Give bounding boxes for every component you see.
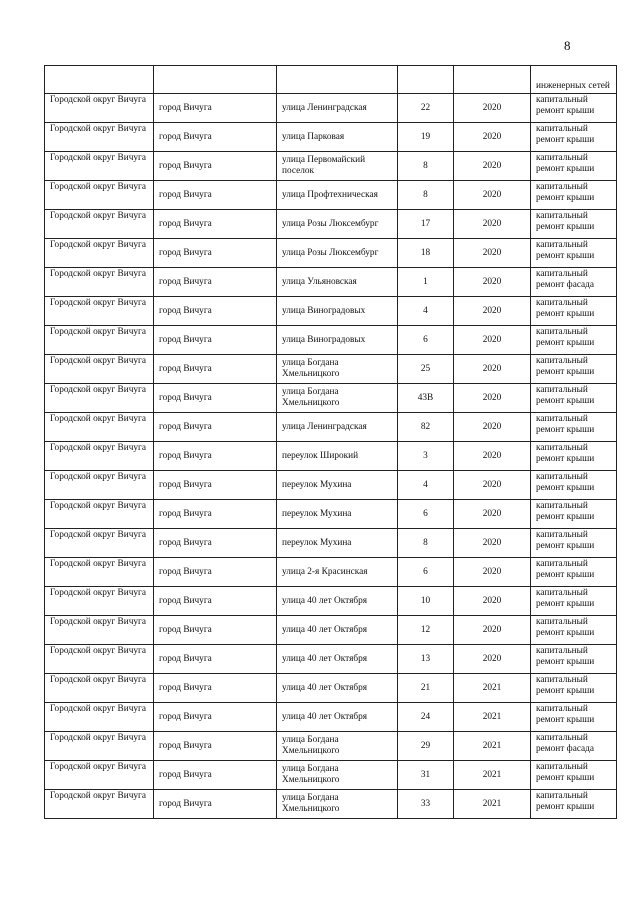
cell-municipality: Городской округ Вичуга xyxy=(45,761,154,790)
table-body xyxy=(45,66,617,819)
cell-work-type: капитальный ремонт крыши xyxy=(531,703,617,732)
cell-work-type: капитальный ремонт крыши xyxy=(531,761,617,790)
cell-municipality: Городской округ Вичуга xyxy=(45,210,154,239)
table-row xyxy=(45,703,617,732)
cell-year: 2020 xyxy=(454,326,531,355)
cell-municipality: Городской округ Вичуга xyxy=(45,587,154,616)
cell-settlement: город Вичуга xyxy=(154,181,277,210)
cell-settlement: город Вичуга xyxy=(154,500,277,529)
table-row xyxy=(45,790,617,819)
cell-year: 2020 xyxy=(454,645,531,674)
table-row xyxy=(45,152,617,181)
cell-year: 2020 xyxy=(454,297,531,326)
cell-work-type: капитальный ремонт крыши xyxy=(531,94,617,123)
cell-work-type: инженерных сетей xyxy=(531,66,617,94)
cell-municipality: Городской округ Вичуга xyxy=(45,413,154,442)
table-row xyxy=(45,500,617,529)
cell-year: 2020 xyxy=(454,123,531,152)
cell-year xyxy=(454,66,531,94)
cell-house: 8 xyxy=(398,529,454,558)
cell-year: 2020 xyxy=(454,268,531,297)
table-row xyxy=(45,239,617,268)
table-row xyxy=(45,123,617,152)
cell-settlement: город Вичуга xyxy=(154,413,277,442)
cell-municipality: Городской округ Вичуга xyxy=(45,645,154,674)
cell-municipality: Городской округ Вичуга xyxy=(45,732,154,761)
cell-year: 2021 xyxy=(454,674,531,703)
cell-house: 33 xyxy=(398,790,454,819)
cell-municipality: Городской округ Вичуга xyxy=(45,94,154,123)
cell-settlement: город Вичуга xyxy=(154,210,277,239)
cell-settlement: город Вичуга xyxy=(154,326,277,355)
cell-street: улица Первомайский поселок xyxy=(277,152,398,181)
cell-year: 2020 xyxy=(454,384,531,413)
cell-year: 2020 xyxy=(454,355,531,384)
table-row xyxy=(45,297,617,326)
cell-house: 6 xyxy=(398,500,454,529)
cell-settlement: город Вичуга xyxy=(154,645,277,674)
cell-municipality xyxy=(45,66,154,94)
table-row xyxy=(45,732,617,761)
cell-house: 22 xyxy=(398,94,454,123)
cell-street: улица 2-я Красинская xyxy=(277,558,398,587)
cell-house: 4 xyxy=(398,297,454,326)
table-row xyxy=(45,442,617,471)
cell-street: улица Богдана Хмельницкого xyxy=(277,384,398,413)
cell-municipality: Городской округ Вичуга xyxy=(45,703,154,732)
cell-work-type: капитальный ремонт фасада xyxy=(531,268,617,297)
cell-work-type: капитальный ремонт крыши xyxy=(531,384,617,413)
cell-municipality: Городской округ Вичуга xyxy=(45,181,154,210)
table-row xyxy=(45,616,617,645)
table-row xyxy=(45,94,617,123)
cell-work-type: капитальный ремонт крыши xyxy=(531,181,617,210)
cell-house: 82 xyxy=(398,413,454,442)
table-row xyxy=(45,558,617,587)
cell-municipality: Городской округ Вичуга xyxy=(45,384,154,413)
cell-street: улица Виноградовых xyxy=(277,326,398,355)
cell-street xyxy=(277,66,398,94)
cell-work-type: капитальный ремонт крыши xyxy=(531,790,617,819)
cell-year: 2020 xyxy=(454,471,531,500)
cell-work-type: капитальный ремонт крыши xyxy=(531,413,617,442)
cell-settlement: город Вичуга xyxy=(154,790,277,819)
cell-settlement: город Вичуга xyxy=(154,703,277,732)
cell-year: 2021 xyxy=(454,703,531,732)
cell-settlement: город Вичуга xyxy=(154,384,277,413)
cell-house: 13 xyxy=(398,645,454,674)
cell-street: улица Парковая xyxy=(277,123,398,152)
table-row xyxy=(45,674,617,703)
cell-house: 8 xyxy=(398,152,454,181)
cell-street: улица 40 лет Октября xyxy=(277,587,398,616)
cell-settlement: город Вичуга xyxy=(154,297,277,326)
cell-street: улица 40 лет Октября xyxy=(277,703,398,732)
cell-street: улица Виноградовых xyxy=(277,297,398,326)
cell-year: 2020 xyxy=(454,442,531,471)
cell-settlement: город Вичуга xyxy=(154,587,277,616)
cell-work-type: капитальный ремонт крыши xyxy=(531,297,617,326)
cell-year: 2020 xyxy=(454,558,531,587)
page-number: 8 xyxy=(564,38,571,53)
cell-municipality: Городской округ Вичуга xyxy=(45,471,154,500)
cell-municipality: Городской округ Вичуга xyxy=(45,674,154,703)
cell-house: 25 xyxy=(398,355,454,384)
table-row xyxy=(45,326,617,355)
cell-work-type: капитальный ремонт крыши xyxy=(531,239,617,268)
cell-work-type: капитальный ремонт фасада xyxy=(531,732,617,761)
cell-year: 2020 xyxy=(454,587,531,616)
cell-street: улица Ульяновская xyxy=(277,268,398,297)
cell-house: 6 xyxy=(398,326,454,355)
cell-municipality: Городской округ Вичуга xyxy=(45,616,154,645)
cell-street: переулок Мухина xyxy=(277,500,398,529)
cell-year: 2021 xyxy=(454,732,531,761)
cell-house: 12 xyxy=(398,616,454,645)
cell-house: 3 xyxy=(398,442,454,471)
cell-year: 2020 xyxy=(454,413,531,442)
cell-street: улица 40 лет Октября xyxy=(277,674,398,703)
cell-house: 43В xyxy=(398,384,454,413)
cell-municipality: Городской округ Вичуга xyxy=(45,500,154,529)
cell-street: улица Розы Люксембург xyxy=(277,239,398,268)
cell-settlement: город Вичуга xyxy=(154,732,277,761)
table-row xyxy=(45,384,617,413)
cell-street: улица Ленинградская xyxy=(277,94,398,123)
table-row xyxy=(45,529,617,558)
cell-house: 1 xyxy=(398,268,454,297)
cell-year: 2020 xyxy=(454,529,531,558)
cell-street: улица Богдана Хмельницкого xyxy=(277,732,398,761)
cell-municipality: Городской округ Вичуга xyxy=(45,790,154,819)
cell-settlement: город Вичуга xyxy=(154,94,277,123)
cell-municipality: Городской округ Вичуга xyxy=(45,152,154,181)
cell-settlement: город Вичуга xyxy=(154,239,277,268)
cell-settlement: город Вичуга xyxy=(154,529,277,558)
table-row xyxy=(45,471,617,500)
cell-year: 2020 xyxy=(454,616,531,645)
table-row xyxy=(45,210,617,239)
cell-house: 10 xyxy=(398,587,454,616)
cell-work-type: капитальный ремонт крыши xyxy=(531,500,617,529)
cell-street: улица Богдана Хмельницкого xyxy=(277,790,398,819)
cell-street: улица Профтехническая xyxy=(277,181,398,210)
cell-street: улица 40 лет Октября xyxy=(277,645,398,674)
repair-schedule-table xyxy=(44,65,617,819)
cell-street: улица Богдана Хмельницкого xyxy=(277,355,398,384)
cell-municipality: Городской округ Вичуга xyxy=(45,529,154,558)
cell-settlement: город Вичуга xyxy=(154,123,277,152)
cell-settlement: город Вичуга xyxy=(154,761,277,790)
cell-house: 4 xyxy=(398,471,454,500)
cell-work-type: капитальный ремонт крыши xyxy=(531,529,617,558)
cell-municipality: Городской округ Вичуга xyxy=(45,268,154,297)
cell-settlement: город Вичуга xyxy=(154,442,277,471)
cell-street: улица Богдана Хмельницкого xyxy=(277,761,398,790)
cell-settlement: город Вичуга xyxy=(154,616,277,645)
cell-work-type: капитальный ремонт крыши xyxy=(531,442,617,471)
cell-municipality: Городской округ Вичуга xyxy=(45,326,154,355)
table-row xyxy=(45,355,617,384)
cell-house: 8 xyxy=(398,181,454,210)
table-row xyxy=(45,413,617,442)
cell-work-type: капитальный ремонт крыши xyxy=(531,587,617,616)
cell-municipality: Городской округ Вичуга xyxy=(45,355,154,384)
cell-street: улица 40 лет Октября xyxy=(277,616,398,645)
cell-municipality: Городской округ Вичуга xyxy=(45,442,154,471)
cell-municipality: Городской округ Вичуга xyxy=(45,123,154,152)
table-row xyxy=(45,587,617,616)
table-row xyxy=(45,181,617,210)
cell-work-type: капитальный ремонт крыши xyxy=(531,616,617,645)
cell-settlement xyxy=(154,66,277,94)
cell-house: 31 xyxy=(398,761,454,790)
cell-year: 2020 xyxy=(454,152,531,181)
cell-settlement: город Вичуга xyxy=(154,355,277,384)
cell-year: 2020 xyxy=(454,181,531,210)
continuation-row xyxy=(45,66,617,94)
cell-street: переулок Мухина xyxy=(277,529,398,558)
cell-work-type: капитальный ремонт крыши xyxy=(531,674,617,703)
cell-year: 2020 xyxy=(454,94,531,123)
cell-street: улица Ленинградская xyxy=(277,413,398,442)
cell-work-type: капитальный ремонт крыши xyxy=(531,123,617,152)
cell-house: 19 xyxy=(398,123,454,152)
table-row xyxy=(45,268,617,297)
table-row xyxy=(45,761,617,790)
cell-municipality: Городской округ Вичуга xyxy=(45,239,154,268)
table-row xyxy=(45,645,617,674)
cell-year: 2021 xyxy=(454,761,531,790)
cell-settlement: город Вичуга xyxy=(154,558,277,587)
cell-year: 2020 xyxy=(454,239,531,268)
cell-work-type: капитальный ремонт крыши xyxy=(531,471,617,500)
cell-year: 2020 xyxy=(454,500,531,529)
cell-work-type: капитальный ремонт крыши xyxy=(531,326,617,355)
cell-year: 2020 xyxy=(454,210,531,239)
cell-house: 24 xyxy=(398,703,454,732)
cell-municipality: Городской округ Вичуга xyxy=(45,558,154,587)
cell-work-type: капитальный ремонт крыши xyxy=(531,210,617,239)
cell-house: 17 xyxy=(398,210,454,239)
cell-house: 29 xyxy=(398,732,454,761)
cell-settlement: город Вичуга xyxy=(154,674,277,703)
cell-work-type: капитальный ремонт крыши xyxy=(531,558,617,587)
cell-municipality: Городской округ Вичуга xyxy=(45,297,154,326)
cell-street: переулок Мухина xyxy=(277,471,398,500)
cell-work-type: капитальный ремонт крыши xyxy=(531,152,617,181)
cell-settlement: город Вичуга xyxy=(154,471,277,500)
cell-street: улица Розы Люксембург xyxy=(277,210,398,239)
cell-house: 18 xyxy=(398,239,454,268)
cell-year: 2021 xyxy=(454,790,531,819)
cell-work-type: капитальный ремонт крыши xyxy=(531,355,617,384)
cell-settlement: город Вичуга xyxy=(154,152,277,181)
cell-street: переулок Широкий xyxy=(277,442,398,471)
cell-house xyxy=(398,66,454,94)
cell-settlement: город Вичуга xyxy=(154,268,277,297)
cell-house: 21 xyxy=(398,674,454,703)
cell-house: 6 xyxy=(398,558,454,587)
cell-work-type: капитальный ремонт крыши xyxy=(531,645,617,674)
